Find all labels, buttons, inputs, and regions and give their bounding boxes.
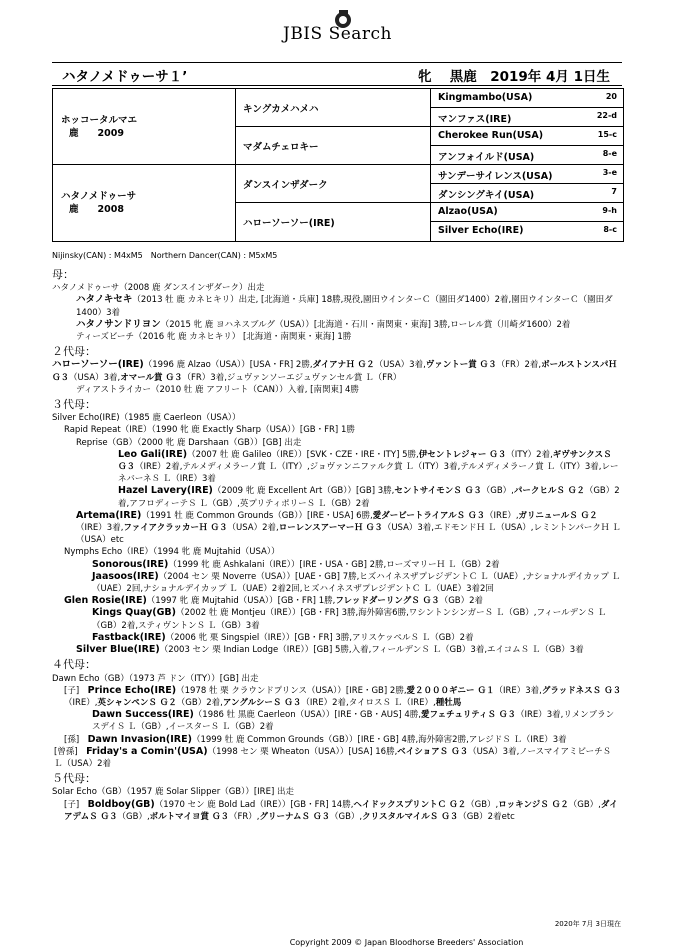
g3-ancestor[interactable]: アンフォイルド(USA) 8-e [438,149,617,163]
record-line: Hazel Lavery(IRE)（2009 牝 鹿 Excellent Art（GB））[GB] 3勝,セントサイモンＳ Ｇ３（GB）,パークヒルＳ Ｇ２（GB）2着,アフロディーテＳ Ｌ（GB）,英プリティポリーＳ Ｌ（GB）2着 [118,485,620,509]
record-line: [曾孫] Friday's a Comin'(USA)（1998 セン 栗 Wheaton（USA））[USA] 16勝,ベイショアＳ Ｇ３（USA）3着,ノースマイアミビーチＳ Ｌ（USA）2着 [54,745,612,769]
dam-name: ハタノメドゥーサ [61,191,137,202]
g3-ancestor[interactable]: Cherokee Run(USA) 15-c [438,130,617,141]
pedigree-divider [235,89,236,241]
horse-color: 黒鹿 [449,69,477,85]
record-line: [子] Prince Echo(IRE)（1978 牡 栗 クラウンドプリンス（USA））[IRE・GB] 2勝,愛２０００ギニー Ｇ１（IRE）3着,グラッドネスＳ Ｇ３（IRE）,英シャンペンＳ Ｇ２（GB）2着,アングルシーＳ Ｇ３（IRE）2着,タイロスＳ Ｌ（IRE）,種牡馬 [64,684,622,708]
record-line: Artema(IRE)（1991 牡 鹿 Common Grounds（GB））[IRE・USA] 6勝,愛ダービートライアルＳ Ｇ３（IRE）,ガリニュールＳ Ｇ２（IRE）3着,ファイアクラッカーＨ Ｇ３（USA）2着,ローレンスアーマーＨ Ｇ３（USA）3着,エドモンドＨ Ｌ（USA）,レミントンパークＨ Ｌ（USA）etc [76,509,621,546]
pedigree-table [52,88,624,242]
granddam-sire[interactable]: マダムチェロキー [243,142,319,153]
record-line: [孫] Dawn Invasion(IRE)（1999 牡 鹿 Common Grounds（GB））[IRE・GB] 4勝,海外障害2勝,アレジドＳ Ｌ（IRE）3着 [64,733,567,745]
sire-cell[interactable] [61,114,137,140]
g3-ancestor[interactable]: Alzao(USA) 9-h [438,206,617,217]
horse-title-bar [52,62,622,86]
record-line: Solar Echo（GB）（1957 鹿 Solar Slipper（GB））[IRE] 出走 [52,787,294,798]
family-number: 9-h [602,206,617,215]
copyright: Copyright 2009 © Japan Bloodhorse Breeders' Association [289,938,524,947]
family-number: 8-e [602,149,617,158]
record-line: ハタノサンドリヨン（2015 牝 鹿 ヨハネスブルグ（USA））[北海道・石川・南関東・東海] 3勝,ローレル賞（川崎ダ1600）2着 [76,318,571,330]
sire-color-year: 鹿 2009 [69,128,124,139]
record-line: Dawn Echo（GB）（1973 芦 ドン（ITY））[GB] 出走 [52,673,259,684]
section-heading: ５代母： [52,772,96,786]
record-line: [子] Boldboy(GB)（1970 セン 鹿 Bold Lad（IRE））[GB・FR] 14勝,ヘイドックスプリントＣ Ｇ２（GB）,ロッキンジＳ Ｇ２（GB）,ダイアデムＳ Ｇ３（GB）,ボルトマイヨ賞 Ｇ３（FR）,グリーナムＳ Ｇ３（GB）,クリスタルマイルＳ Ｇ３（GB）2着etc [64,798,618,822]
horse-profile [418,65,610,85]
section-heading: ３代母： [52,398,96,412]
record-line: ティーズビーチ（2016 牝 鹿 カネヒキリ） [北海道・南関東・東海] 1勝 [76,332,352,343]
pedigree-divider [430,221,623,222]
pedigree-divider [53,164,623,165]
record-line: Jaasoos(IRE)（2004 セン 栗 Noverre（USA））[UAE・GB] 7勝,ヒズハイネスザプレジデントＣ Ｌ（UAE）,ナショナルデイカップ Ｌ（UAE）2回,ナショナルデイカップ Ｌ（UAE）2着2回,ヒズハイネスザプレジデントＣ Ｌ（UAE）3着2回 [92,570,621,595]
horse-birth: 2019年 4月 1日生 [490,69,610,85]
record-line: Rapid Repeat（IRE）（1990 牝 鹿 Exactly Sharp（USA））[GB・FR] 1勝 [64,425,355,436]
pedigree-divider [430,107,623,108]
pedigree-divider [430,145,623,146]
horse-name: ハタノメドゥーサ１’ [62,69,188,85]
record-line: Fastback(IRE)（2006 牝 栗 Singspiel（IRE））[GB・FR] 3勝,アリスケッペルＳ Ｌ（GB）2着 [92,631,474,643]
dam-color-year: 鹿 2008 [69,204,124,215]
pedigree-divider [235,126,623,127]
section-heading: ４代母： [52,658,96,672]
record-line: Reprise（GB）（2000 牝 鹿 Darshaan（GB））[GB] 出走 [76,437,302,448]
section-heading: 母： [52,268,74,281]
record-line: Dawn Success(IRE)（1986 牡 黒鹿 Caerleon（USA））[IRE・GB・AUS] 4勝,愛フェチュリティＳ Ｇ３（IRE）3着,リメンブランスデイＳ Ｌ（GB）,イースターＳ Ｌ（GB）2着 [92,709,615,733]
record-line: ハタノキセキ（2013 牡 鹿 カネヒキリ）出走, [北海道・兵庫] 18勝,現役,園田ウインターＣ（園田ダ1400）2着,園田ウインターＣ（園田ダ1400）3着 [76,294,613,318]
family-number: 15-c [597,130,617,139]
family-number: 20 [605,92,617,101]
family-number: 8-c [603,225,617,234]
sire-name: ホッコータルマエ [61,115,138,126]
record-line: Leo Gali(IRE)（2007 牡 鹿 Galileo（IRE））[SVK・CZE・IRE・ITY] 5勝,伊セントレジャー Ｇ３（ITY）2着,ギヴサンクスＳ Ｇ３（IRE）2着,テルメディメラーノ賞 Ｌ（ITY）,ジョヴァンニファルク賞 Ｌ（ITY）3着,テルメディメラーノ賞 Ｌ（ITY）3着,レーネバーネＳ Ｌ（IRE）3着 [118,448,619,485]
logo-text: JBIS Search [283,24,393,44]
record-line: ハローソーソー(IRE)（1996 鹿 Alzao（USA））[USA・FR] 2勝,ダイアナＨ Ｇ２（USA）3着,ヴァントー賞 Ｇ３（FR）2着,ボールストンスパＨ Ｇ３（USA）3着,オマール賞 Ｇ３（FR）3着,ジュヴァンソーエジュヴァンセル賞 Ｌ（FR） [52,359,617,383]
pedigree-divider [430,89,431,241]
pedigree-divider [235,202,623,203]
g3-ancestor[interactable]: Kingmambo(USA) 20 [438,92,617,103]
g3-ancestor[interactable]: サンデーサイレンス(USA) 3-e [438,168,617,182]
family-number: 3-e [602,168,617,177]
record-line: Silver Echo(IRE)（1985 鹿 Caerleon（USA）） [52,413,241,424]
record-line: Silver Blue(IRE)（2003 セン 栗 Indian Lodge（IRE））[GB] 5勝,入着,フィールデンＳ Ｌ（GB）3着,エイコムＳ Ｌ（GB）3着 [76,644,584,656]
g3-ancestor[interactable]: Silver Echo(IRE) 8-c [438,225,617,236]
record-line: ディアストライカー（2010 牡 鹿 アフリート（CAN））入着, [南関東] 4勝 [76,384,359,395]
inbreeding-cross: Nijinsky(CAN) : M4xM5 Northern Dancer(CAN) : M5xM5 [52,251,278,260]
grandsire-dam[interactable]: ダンスインザダーク [243,180,328,191]
record-line: Kings Quay(GB)（2002 牡 鹿 Montjeu（IRE））[GB・FR] 3勝,海外障害6勝,ワシントンシンガーＳ Ｌ（GB）,フィールデンＳ Ｌ（GB）2着,スティヴントンＳ Ｌ（GB）3着 [92,607,607,631]
dam-cell[interactable] [61,190,136,216]
as-of-date: 2020年 7月 3日現在 [554,920,621,928]
g3-ancestor[interactable]: マンファス(IRE) 22-d [438,111,617,125]
record-line: Nymphs Echo（IRE）（1994 牝 鹿 Mujtahid（USA）） [64,547,280,558]
record-line: ハタノメドゥーサ（2008 鹿 ダンスインザダーク）出走 [52,283,265,294]
g3-ancestor[interactable]: ダンシングキイ(USA) 7 [438,187,617,201]
record-line: Sonorous(IRE)（1999 牝 鹿 Ashkalani（IRE））[IRE・USA・GB] 2勝,ローズマリーＨ Ｌ（GB）2着 [92,558,500,570]
grandsire-sire[interactable]: キングカメハメハ [243,104,319,115]
section-heading: ２代母： [52,345,96,359]
record-line: Glen Rosie(IRE)（1997 牝 鹿 Mujtahid（USA））[GB・FR] 1勝,フレッドダーリングＳ Ｇ３（GB）2着 [64,595,484,607]
pedigree-divider [430,183,623,184]
family-number: 22-d [596,111,617,120]
jbis-logo[interactable] [283,10,393,48]
family-number: 7 [611,187,617,196]
horse-sex: 牝 [418,69,432,85]
family-record [52,266,622,823]
granddam-dam[interactable]: ハローソーソー(IRE) [243,218,335,229]
